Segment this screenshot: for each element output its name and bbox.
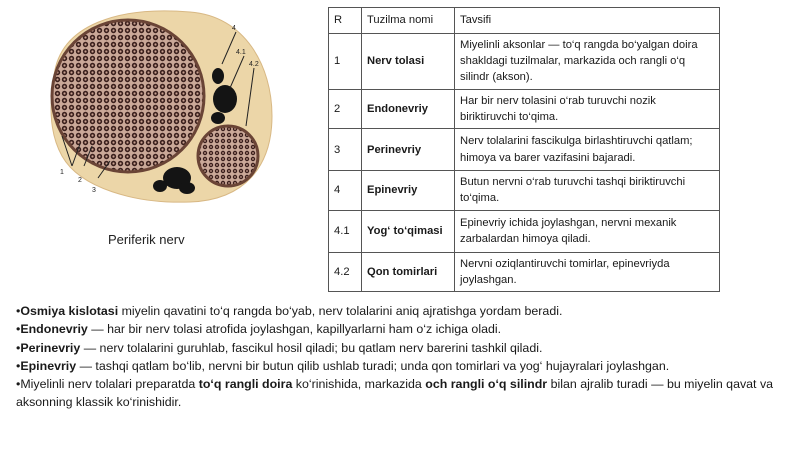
bullet-text: — har bir nerv tolasi atrofida joylashgan, kapillyarlarni ham o‘z ichiga oladi. xyxy=(87,322,502,337)
table-row xyxy=(329,129,720,171)
row-description: Nerv tolalarini fascikulga birlashtiruvchi qatlam; himoya va barer vazifasini bajaradi. xyxy=(455,129,720,171)
large-fascicle xyxy=(52,20,204,172)
row-description: Har bir nerv tolasini o‘rab turuvchi nozik biriktiruvchi to‘qima. xyxy=(455,89,720,128)
row-description: Miyelinli aksonlar — to‘q rangda bo‘yalgan doira shakldagi tuzilmalar, markazida och rangli o‘q silindr (akson). xyxy=(455,34,720,90)
header-name: Tuzilma nomi xyxy=(362,8,455,34)
figure-label-2: 2 xyxy=(78,177,82,184)
figure-label-4: 4 xyxy=(232,25,236,32)
row-number: 4 xyxy=(329,171,362,210)
row-number: 4.2 xyxy=(329,252,362,291)
bullet-term: Endonevriy xyxy=(20,322,88,337)
table-row xyxy=(329,34,720,90)
row-number: 1 xyxy=(329,34,362,90)
bullet-text: — tashqi qatlam bo‘lib, nervni bir butun qilib ushlab turadi; unda qon tomirlari va yog‘ hujayralari joylashgan. xyxy=(76,358,670,373)
row-number: 2 xyxy=(329,89,362,128)
row-description: Butun nervni o‘rab turuvchi tashqi biriktiruvchi to‘qima. xyxy=(455,171,720,210)
bullet-text: — nerv tolalarini guruhlab, fascikul hosil qiladi; bu qatlam nerv barerini tashkil qiladi. xyxy=(80,340,543,355)
bullet-term: to‘q rangli doira xyxy=(198,377,293,392)
row-structure-name: Epinevriy xyxy=(362,171,455,210)
bullet-term: Epinevriy xyxy=(20,358,77,373)
nerve-illustration xyxy=(40,6,280,206)
bullet-term: Perinevriy xyxy=(20,340,81,355)
bullet-text: bilan ajralib turadi — bu miyelin qavat va aksonning klassik ko‘rinishidir. xyxy=(16,377,774,410)
small-fascicle xyxy=(198,126,258,186)
bullet-notes xyxy=(16,302,786,412)
figure-label-1: 1 xyxy=(60,169,64,176)
table-row xyxy=(329,171,720,210)
bullet-item: •Endonevriy — har bir nerv tolasi atrofida joylashgan, kapillyarlarni ham o‘z ichiga oladi. xyxy=(16,322,502,337)
bullet-item: •Perinevriy — nerv tolalarini guruhlab, fascikul hosil qiladi; bu qatlam nerv barerini tashkil qiladi. xyxy=(16,340,543,355)
header-desc: Tavsifi xyxy=(455,8,720,34)
table-row xyxy=(329,210,720,252)
header-r: R xyxy=(329,8,362,34)
bullet-term: och rangli o‘q silindr xyxy=(425,377,548,392)
bullet-item: •Osmiya kislotasi miyelin qavatini to‘q rangda bo‘yab, nerv tolalarini aniq ajratishga yordam beradi. xyxy=(16,304,563,318)
bullet-text: miyelin qavatini to‘q rangda bo‘yab, nerv tolalarini aniq ajratishga yordam beradi. xyxy=(118,304,563,318)
table-header-row xyxy=(329,8,720,34)
row-number: 4.1 xyxy=(329,210,362,252)
figure-label-4-2: 4.2 xyxy=(249,61,259,68)
row-structure-name: Perinevriy xyxy=(362,129,455,171)
blood-vessel xyxy=(179,182,195,194)
bullet-term: Osmiya kislotasi xyxy=(20,304,119,318)
row-number: 3 xyxy=(329,129,362,171)
blood-vessel xyxy=(213,85,237,113)
row-description: Epinevriy ichida joylashgan, nervni mexanik zarbalardan himoya qiladi. xyxy=(455,210,720,252)
row-structure-name: Nerv tolasi xyxy=(362,34,455,90)
nerve-cross-section-figure xyxy=(40,6,280,206)
table-row xyxy=(329,252,720,291)
figure-label-3: 3 xyxy=(92,187,96,194)
row-structure-name: Qon tomirlari xyxy=(362,252,455,291)
row-structure-name: Yog‘ to‘qimasi xyxy=(362,210,455,252)
blood-vessel xyxy=(153,180,167,192)
bullet-text: Miyelinli nerv tolalari preparatda xyxy=(20,377,199,392)
row-structure-name: Endonevriy xyxy=(362,89,455,128)
figure-caption: Periferik nerv xyxy=(108,232,185,247)
blood-vessel xyxy=(211,112,225,124)
bullet-item: •Miyelinli nerv tolalari preparatda to‘q rangli doira ko‘rinishida, markazida och rangli o‘q silindr bilan ajralib turadi — bu miyelin qavat va aksonning klassik ko‘rinishidir. xyxy=(16,377,774,410)
nerve-structure-table xyxy=(328,7,720,292)
blood-vessel xyxy=(212,68,224,84)
table-row xyxy=(329,89,720,128)
figure-label-4-1: 4.1 xyxy=(236,49,246,56)
row-description: Nervni oziqlantiruvchi tomirlar, epinevriyda joylashgan. xyxy=(455,252,720,291)
bullet-text: ko‘rinishida, markazida xyxy=(292,377,426,392)
bullet-item: •Epinevriy — tashqi qatlam bo‘lib, nervni bir butun qilib ushlab turadi; unda qon tomirlari va yog‘ hujayralari joylashgan. xyxy=(16,358,670,373)
